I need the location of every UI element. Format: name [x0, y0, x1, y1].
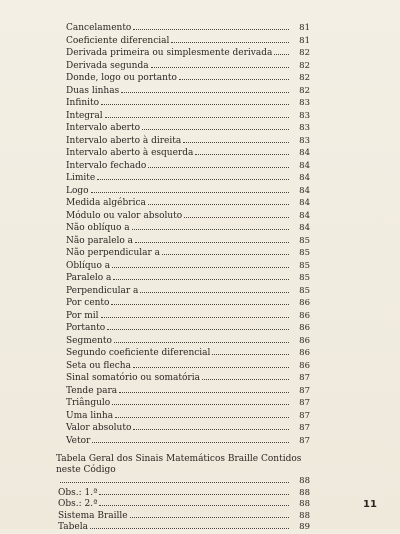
toc-entry-label: Derivada primeira ou simplesmente derivada — [66, 48, 273, 58]
toc-entry-page: 84 — [299, 198, 310, 208]
toc-entry-label: Não oblíquo a — [66, 223, 130, 233]
dot-leader — [132, 229, 289, 230]
toc-entry-page: 88 — [299, 487, 310, 498]
toc-entry — [66, 272, 310, 285]
dot-leader — [184, 217, 289, 218]
toc-entry-label: Por cento — [66, 298, 110, 308]
toc-entry-page: 87 — [299, 373, 310, 383]
toc-entry-label: Por mil — [66, 310, 99, 321]
toc-entry — [66, 210, 310, 223]
toc-entry-label: Não paralelo a — [66, 235, 134, 246]
toc-entry — [66, 185, 310, 198]
toc-entry — [66, 385, 310, 398]
toc-entry — [66, 97, 310, 110]
toc-entry-page: 83 — [299, 123, 310, 133]
toc-entry-label: Donde, logo ou portanto — [66, 73, 177, 83]
toc-entry — [66, 435, 310, 448]
toc-entry-page: 84 — [299, 173, 310, 183]
toc-entry-label: Infinito — [66, 98, 100, 108]
toc-entry-label: Tabela — [58, 522, 89, 532]
dot-leader — [112, 267, 289, 268]
toc-entry — [66, 85, 310, 98]
dot-leader — [99, 494, 289, 495]
toc-entry-page: 86 — [299, 298, 310, 308]
toc-entry-page: 84 — [299, 160, 310, 171]
toc-entry-page: 87 — [299, 435, 310, 446]
dot-leader — [202, 379, 289, 380]
toc-entry-page: 86 — [299, 310, 310, 321]
toc-entry-page: 82 — [299, 48, 310, 58]
toc-entry-label: Uma linha — [66, 410, 114, 421]
toc-entry-label: Coeficiente diferencial — [66, 35, 170, 46]
toc-entry — [66, 335, 310, 348]
dot-leader — [151, 67, 289, 68]
toc-entry-label: Intervalo aberto — [66, 123, 140, 133]
toc-entry-label: Logo — [66, 185, 89, 196]
toc-entry-page: 86 — [299, 335, 310, 346]
toc-entry-label: Obs.: 1.ª — [58, 487, 98, 498]
toc-entry-page: 87 — [299, 423, 310, 433]
toc-entry — [66, 60, 310, 73]
toc-entry-label: Seta ou flecha — [66, 360, 131, 371]
toc-entry-page: 85 — [299, 260, 310, 271]
toc-entry — [66, 160, 310, 173]
dot-leader — [162, 254, 289, 255]
toc-entry-label: Intervalo aberto à direita — [66, 135, 182, 146]
toc-entry — [66, 372, 310, 385]
dot-leader — [97, 179, 289, 180]
toc-entry — [66, 22, 310, 35]
section-entries — [56, 476, 310, 534]
dot-leader — [121, 92, 289, 93]
toc-entry — [66, 35, 310, 48]
toc-entry — [66, 147, 310, 160]
toc-entry-page: 82 — [299, 60, 310, 71]
toc-entry-label: Valor absoluto — [66, 423, 132, 433]
dot-leader — [133, 367, 289, 368]
toc-entry-page: 87 — [299, 410, 310, 421]
dot-leader — [91, 192, 289, 193]
toc-entry-label: Obs.: 2.ª — [58, 499, 98, 509]
toc-entry-label: Derivada segunda — [66, 60, 149, 71]
toc-entry-page: 84 — [299, 185, 310, 196]
dot-leader — [142, 129, 289, 130]
toc-entry-page: 87 — [299, 398, 310, 408]
toc-entry — [66, 72, 310, 85]
dot-leader — [212, 354, 289, 355]
toc-entry-label: Portanto — [66, 323, 106, 333]
dot-leader — [101, 104, 289, 105]
toc-entry-label: Limite — [66, 173, 96, 183]
toc-entry — [66, 135, 310, 148]
dot-leader — [119, 392, 289, 393]
toc-entry — [66, 260, 310, 273]
toc-entry-label: Duas linhas — [66, 85, 120, 96]
toc-entry — [66, 297, 310, 310]
toc-entry — [66, 197, 310, 210]
toc-entry — [66, 247, 310, 260]
dot-leader — [140, 292, 289, 293]
toc-entry — [66, 322, 310, 335]
toc-entry — [56, 499, 310, 511]
toc-entry — [66, 310, 310, 323]
toc-entry-label: Segmento — [66, 335, 112, 346]
dot-leader — [274, 54, 289, 55]
toc-entry — [56, 511, 310, 523]
toc-entry — [66, 397, 310, 410]
toc-entry — [66, 347, 310, 360]
toc-entry — [66, 410, 310, 423]
dot-leader — [133, 429, 289, 430]
toc-entry-label: Segundo coeficiente diferencial — [66, 348, 211, 358]
dot-leader — [113, 279, 289, 280]
toc-entry-page: 88 — [299, 476, 310, 486]
dot-leader — [111, 304, 289, 305]
dot-leader — [92, 442, 289, 443]
toc-entry-page: 83 — [299, 135, 310, 146]
toc-entry — [66, 47, 310, 60]
dot-leader — [115, 417, 289, 418]
toc-entry-page: 84 — [299, 148, 310, 158]
toc-entry-page: 83 — [299, 98, 310, 108]
dot-leader — [148, 167, 289, 168]
toc-entry — [66, 122, 310, 135]
toc-entry-page: 86 — [299, 323, 310, 333]
dot-leader — [183, 142, 289, 143]
toc-entry-label: Triângulo — [66, 398, 111, 408]
toc-entry-label: Módulo ou valor absoluto — [66, 210, 183, 221]
toc-entry-label: Perpendicular a — [66, 285, 139, 296]
dot-leader — [148, 204, 289, 205]
toc-entry — [66, 110, 310, 123]
toc-entry — [56, 476, 310, 488]
toc-entry-label: Cancelamento — [66, 23, 132, 33]
toc-entry-label: Intervalo aberto à esquerda — [66, 148, 194, 158]
dot-leader — [112, 404, 289, 405]
dot-leader — [105, 117, 289, 118]
toc-entry-page: 86 — [299, 360, 310, 371]
toc-entry-label: Sinal somatório ou somatória — [66, 373, 200, 383]
dot-leader — [133, 29, 289, 30]
toc-entry-page: 88 — [299, 510, 310, 521]
dot-leader — [135, 242, 289, 243]
section-title: Tabela Geral dos Sinais Matemáticos Braille Contidos neste Código — [56, 454, 302, 475]
toc-entry-page: 84 — [299, 210, 310, 221]
table-of-contents — [66, 22, 310, 447]
page-number: 11 — [363, 499, 377, 510]
toc-entry-label: Tende para — [66, 385, 118, 396]
toc-entry-page: 84 — [299, 223, 310, 233]
toc-entry-label: Medida algébrica — [66, 198, 146, 208]
toc-entry-page: 81 — [299, 35, 310, 46]
toc-entry — [66, 172, 310, 185]
toc-entry-page: 88 — [299, 499, 310, 509]
toc-entry — [66, 222, 310, 235]
toc-entry — [66, 360, 310, 373]
dot-leader — [195, 154, 289, 155]
dot-leader — [107, 329, 289, 330]
toc-entry-page: 85 — [299, 235, 310, 246]
toc-entry-page: 82 — [299, 73, 310, 83]
toc-entry-page: 87 — [299, 385, 310, 396]
toc-entry-label: Sistema Braille — [58, 510, 128, 521]
toc-entry — [56, 488, 310, 500]
toc-entry-label: Oblíquo a — [66, 260, 111, 271]
toc-entry-page: 86 — [299, 348, 310, 358]
toc-entry — [66, 235, 310, 248]
dot-leader — [114, 342, 289, 343]
dot-leader — [179, 79, 289, 80]
toc-entry-label: Paralelo a — [66, 273, 112, 283]
toc-entry-page: 82 — [299, 85, 310, 96]
braille-table-section — [56, 454, 310, 534]
toc-entry-page: 89 — [299, 522, 310, 532]
dot-leader — [60, 482, 289, 483]
toc-entry-label: Não perpendicular a — [66, 248, 161, 258]
toc-entry-page: 81 — [299, 23, 310, 33]
toc-entry-page: 85 — [299, 248, 310, 258]
dot-leader — [99, 505, 289, 506]
toc-entry-label: Integral — [66, 110, 103, 121]
dot-leader — [101, 317, 289, 318]
toc-entry — [66, 422, 310, 435]
toc-entry — [66, 285, 310, 298]
dot-leader — [130, 517, 289, 518]
toc-entry-label: Intervalo fechado — [66, 160, 147, 171]
toc-entry-page: 85 — [299, 273, 310, 283]
toc-entry-label: Vetor — [66, 435, 91, 446]
toc-entry-page: 85 — [299, 285, 310, 296]
toc-entry-page: 83 — [299, 110, 310, 121]
dot-leader — [171, 42, 289, 43]
toc-entry — [56, 522, 310, 534]
